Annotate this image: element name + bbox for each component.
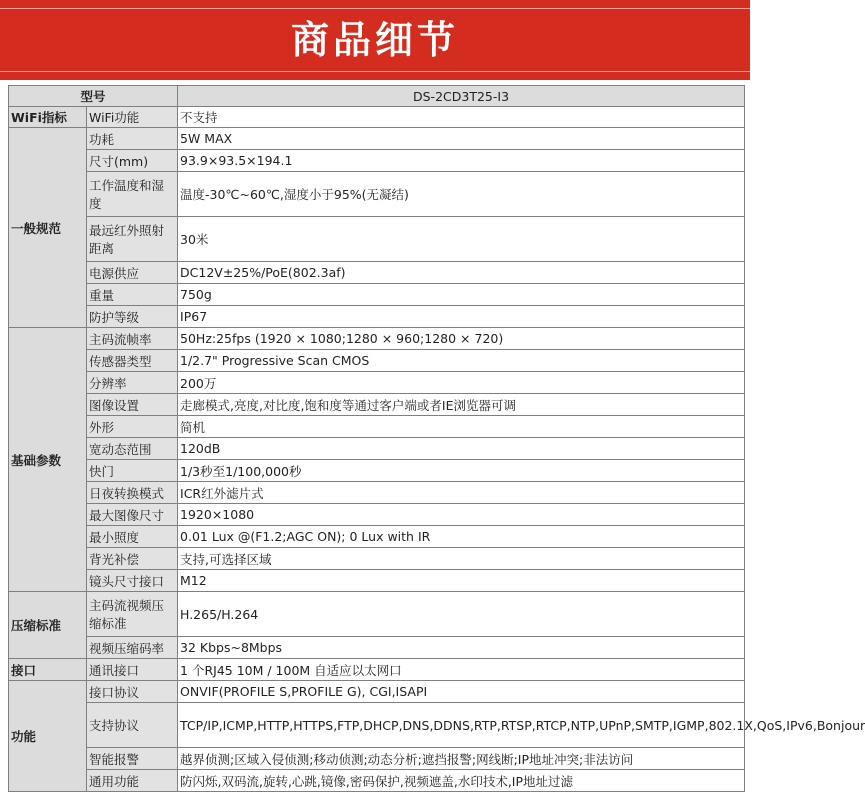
- spec-row: [9, 548, 745, 570]
- spec-header-row: [9, 86, 745, 107]
- spec-label: 快门: [87, 460, 178, 482]
- spec-label: 电源供应: [87, 262, 178, 284]
- spec-label: 外形: [87, 416, 178, 438]
- spec-label: 宽动态范围: [87, 438, 178, 460]
- spec-value: 1 个RJ45 10M / 100M 自适应以太网口: [178, 659, 745, 681]
- spec-row: [9, 504, 745, 526]
- spec-label: 镜头尺寸接口: [87, 570, 178, 592]
- spec-value: 120dB: [178, 438, 745, 460]
- spec-row: [9, 150, 745, 172]
- spec-label: 智能报警: [87, 748, 178, 770]
- spec-label: 功耗: [87, 128, 178, 150]
- spec-label: 防护等级: [87, 306, 178, 328]
- spec-row: [9, 770, 745, 792]
- spec-label: 通讯接口: [87, 659, 178, 681]
- spec-label: 最远红外照射距离: [87, 217, 178, 262]
- spec-row: [9, 128, 745, 150]
- spec-label: 视频压缩码率: [87, 637, 178, 659]
- spec-row: [9, 482, 745, 504]
- spec-value: M12: [178, 570, 745, 592]
- spec-value: 1920×1080: [178, 504, 745, 526]
- spec-label: 最小照度: [87, 526, 178, 548]
- spec-label: 分辨率: [87, 372, 178, 394]
- spec-value: 不支持: [178, 107, 745, 128]
- spec-category: 一般规范: [9, 128, 87, 328]
- spec-value: H.265/H.264: [178, 592, 745, 637]
- spec-row: [9, 372, 745, 394]
- spec-row: [9, 394, 745, 416]
- spec-value: TCP/IP,ICMP,HTTP,HTTPS,FTP,DHCP,DNS,DDNS,RTP,RTSP,RTCP,NTP,UPnP,SMTP,IGMP,802.1X,QoS,IPv6,Bonjour: [178, 703, 745, 748]
- spec-row: [9, 217, 745, 262]
- spec-row: [9, 107, 745, 128]
- spec-value: 200万: [178, 372, 745, 394]
- spec-label: 主码流帧率: [87, 328, 178, 350]
- spec-value: 5W MAX: [178, 128, 745, 150]
- spec-label: 尺寸(mm): [87, 150, 178, 172]
- spec-label: 传感器类型: [87, 350, 178, 372]
- spec-value: 支持,可选择区域: [178, 548, 745, 570]
- spec-row: [9, 592, 745, 637]
- spec-row: [9, 172, 745, 217]
- spec-row: [9, 262, 745, 284]
- spec-row: [9, 681, 745, 703]
- spec-value: 走廊模式,亮度,对比度,饱和度等通过客户端或者IE浏览器可调: [178, 394, 745, 416]
- spec-label: 工作温度和湿度: [87, 172, 178, 217]
- spec-value: ONVIF(PROFILE S,PROFILE G), CGI,ISAPI: [178, 681, 745, 703]
- spec-category: 压缩标准: [9, 592, 87, 659]
- spec-row: [9, 438, 745, 460]
- title-banner: [0, 0, 750, 80]
- spec-category: 功能: [9, 681, 87, 792]
- model-value: DS-2CD3T25-I3: [178, 86, 745, 107]
- banner-top-rule: [0, 8, 750, 9]
- spec-label: 通用功能: [87, 770, 178, 792]
- spec-label: WiFi功能: [87, 107, 178, 128]
- spec-row: [9, 416, 745, 438]
- spec-value: 30米: [178, 217, 745, 262]
- spec-row: [9, 637, 745, 659]
- spec-label: 接口协议: [87, 681, 178, 703]
- spec-row: [9, 748, 745, 770]
- spec-value: 1/2.7" Progressive Scan CMOS: [178, 350, 745, 372]
- spec-label: 背光补偿: [87, 548, 178, 570]
- spec-value: 1/3秒至1/100,000秒: [178, 460, 745, 482]
- banner-bottom-rule: [0, 71, 750, 72]
- spec-category: WiFi指标: [9, 107, 87, 128]
- spec-row: [9, 284, 745, 306]
- spec-value: DC12V±25%/PoE(802.3af): [178, 262, 745, 284]
- spec-row: [9, 460, 745, 482]
- spec-row: [9, 659, 745, 681]
- spec-category: 基础参数: [9, 328, 87, 592]
- spec-value: 防闪烁,双码流,旋转,心跳,镜像,密码保护,视频遮盖,水印技术,IP地址过滤: [178, 770, 745, 792]
- spec-category: 接口: [9, 659, 87, 681]
- spec-value: 越界侦测;区域入侵侦测;移动侦测;动态分析;遮挡报警;网线断;IP地址冲突;非法访问: [178, 748, 745, 770]
- spec-value: 32 Kbps~8Mbps: [178, 637, 745, 659]
- spec-label: 重量: [87, 284, 178, 306]
- spec-row: [9, 526, 745, 548]
- spec-value: 简机: [178, 416, 745, 438]
- spec-label: 图像设置: [87, 394, 178, 416]
- spec-label: 主码流视频压缩标准: [87, 592, 178, 637]
- spec-table: [8, 85, 865, 792]
- spec-value: IP67: [178, 306, 745, 328]
- spec-row: [9, 306, 745, 328]
- banner-title: 商品细节: [290, 18, 459, 62]
- model-label: 型号: [9, 86, 178, 107]
- spec-value: 温度-30℃~60℃,湿度小于95%(无凝结): [178, 172, 745, 217]
- spec-label: 支持协议: [87, 703, 178, 748]
- spec-value: ICR红外滤片式: [178, 482, 745, 504]
- spec-row: [9, 328, 745, 350]
- spec-label: 日夜转换模式: [87, 482, 178, 504]
- spec-value: 0.01 Lux @(F1.2;AGC ON); 0 Lux with IR: [178, 526, 745, 548]
- spec-row: [9, 570, 745, 592]
- spec-row: [9, 703, 745, 748]
- spec-value: 750g: [178, 284, 745, 306]
- spec-label: 最大图像尺寸: [87, 504, 178, 526]
- spec-row: [9, 350, 745, 372]
- spec-value: 93.9×93.5×194.1: [178, 150, 745, 172]
- spec-value: 50Hz:25fps (1920 × 1080;1280 × 960;1280 × 720): [178, 328, 745, 350]
